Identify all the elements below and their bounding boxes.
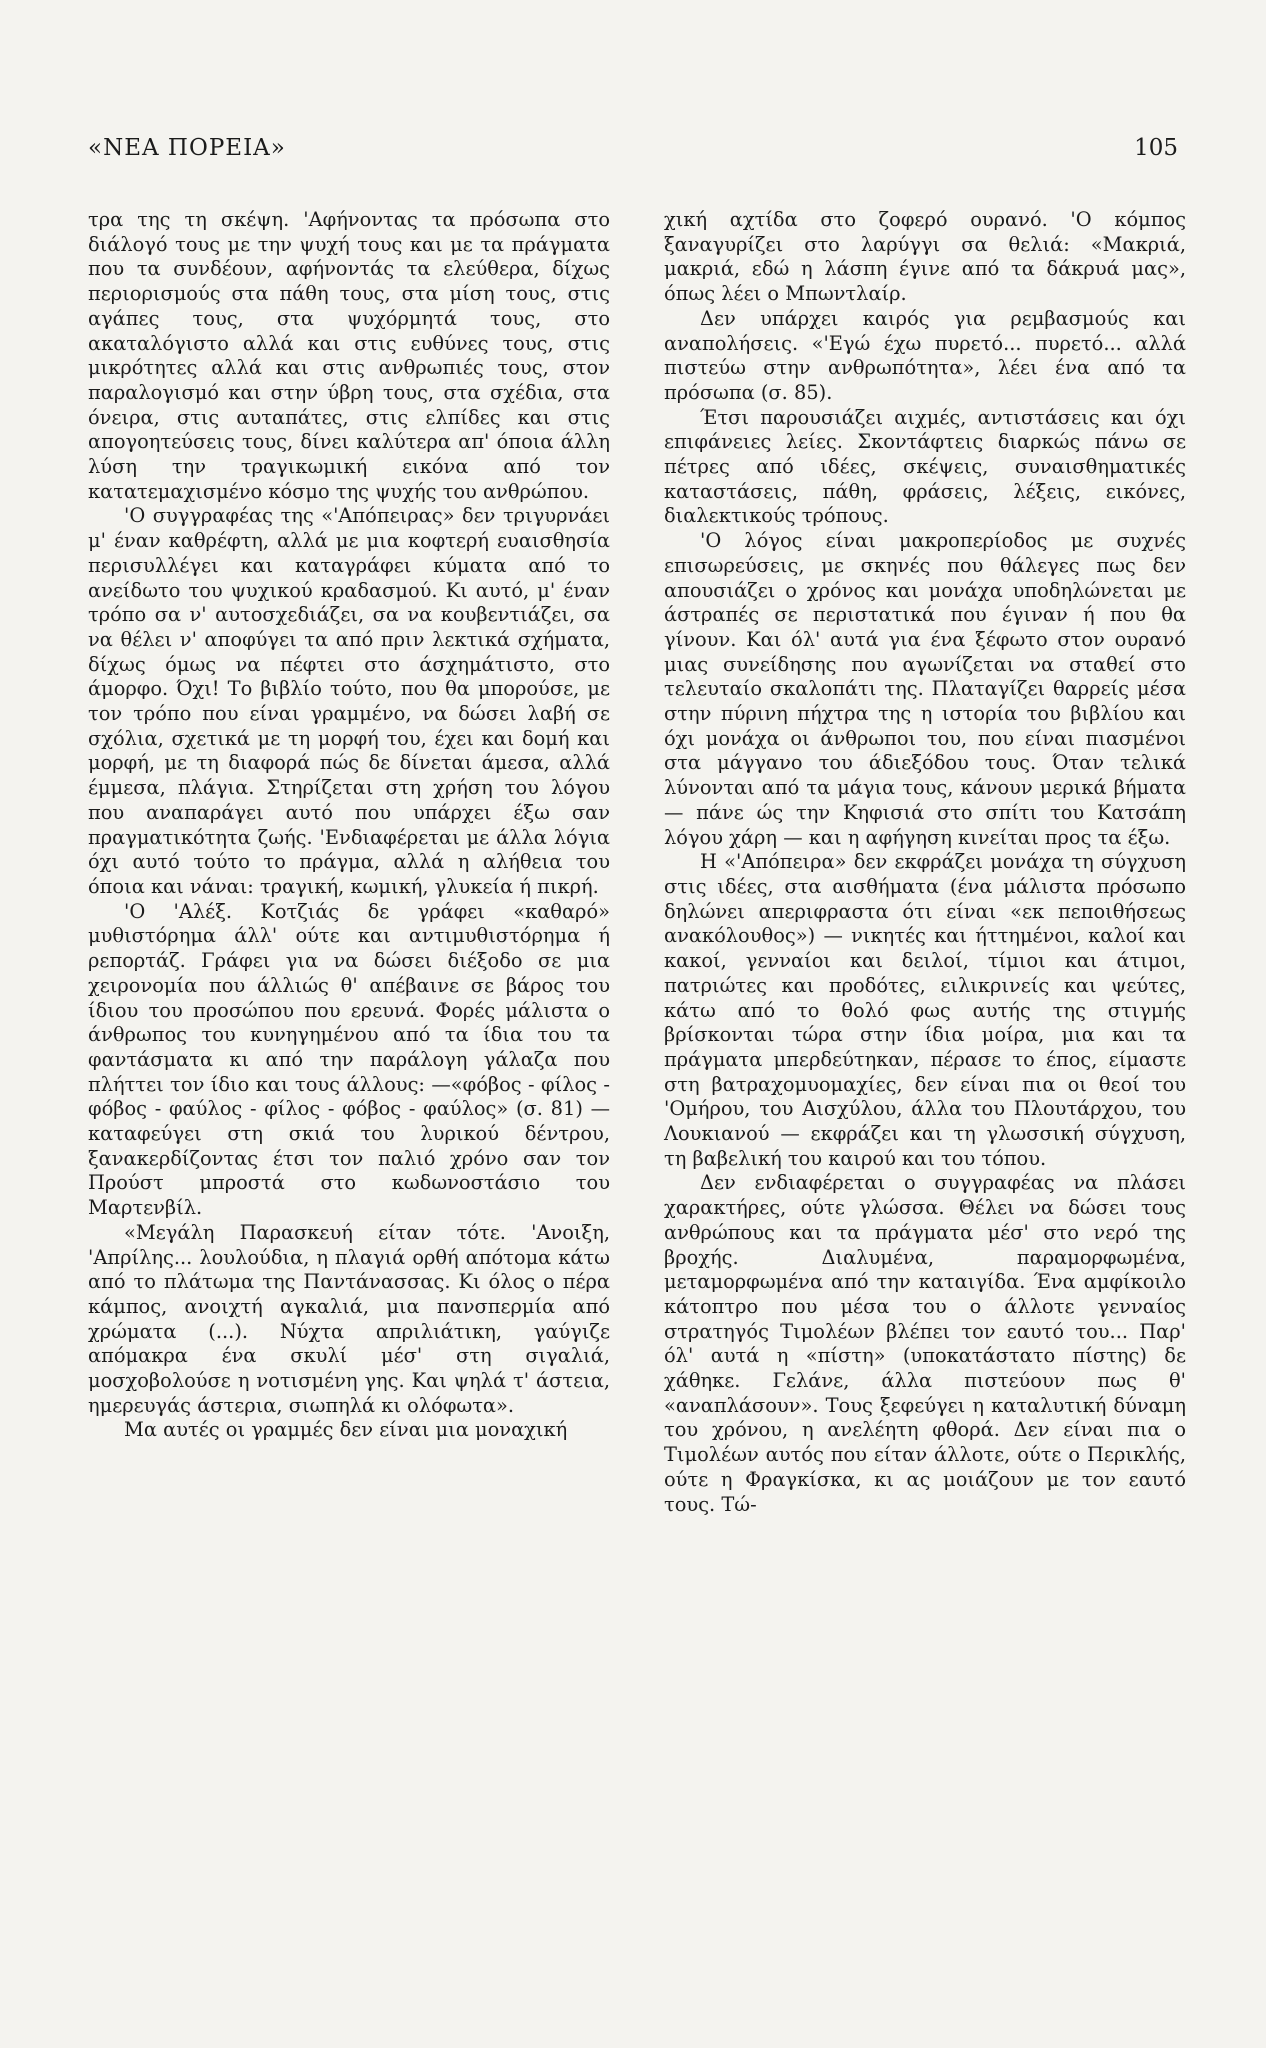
paragraph: Έτσι παρουσιάζει αιχμές, αντιστάσεις και όχι επιφάνειες λείες. Σκοντάφτεις διαρκώς πάνω σε πέτρες από ιδέες, σκέψεις, συναισθηματικές καταστάσεις, πάθη, φράσεις, λέξεις, εικόνες, διαλεκτικούς τρόπους. [664, 405, 1186, 528]
paragraph: Μα αυτές οι γραμμές δεν είναι μια μοναχική [124, 1418, 568, 1442]
paragraph: Δεν υπάρχει καιρός για ρεμβασμούς και αναπολήσεις. «'Εγώ έχω πυρετό... πυρετό... αλλά πιστεύω στην ανθρωπότητα», λέει ένα από τα πρόσωπα (σ. 85). [664, 306, 1186, 404]
page-header [88, 135, 1178, 175]
left-column [88, 208, 610, 1443]
paragraph: 'Ο λόγος είναι μακροπερίοδος με συχνές επισωρεύσεις, με σκηνές που θάλεγες πως δεν απουσιάζει ο χρόνος και μονάχα υποδηλώνεται με άστραπές σε περιστατικά που έγιναν ή που θα γίνουν. Και όλ' αυτά για ένα ξέφωτο στον ουρανό μιας συνείδησης που αγωνίζεται να σταθεί στο τελευταίο σκαλοπάτι της. Πλαταγίζει θαρρείς μέσα στην πύρινη πήχτρα της η ιστορία του βιβλίου και όχι μονάχα οι άνθρωποι του, που είναι πιασμένοι στα μάγγανο του άδιεξόδου τους. Όταν τελικά λύνονται από τα μάγια τους, κάνουν μερικά βήματα — πάνε ώς την Κηφισιά στο σπίτι του Κατσάπη λόγου χάρη — και η αφήγηση κινείται προς τα έξω. [664, 529, 1186, 849]
paragraph: Δεν ενδιαφέρεται ο συγγραφέας να πλάσει χαρακτήρες, ούτε γλώσσα. Θέλει να δώσει τους ανθρώπους και τα πράγματα μέσ' στο νερό της βροχής. Διαλυμένα, παραμορφωμένα, μεταμορφωμένα από την καταιγίδα. Ένα αμφίκοιλο κάτοπτρο που μέσα του ο άλλοτε γενναίος στρατηγός Τιμολέων βλέπει τον εαυτό του... Παρ' όλ' αυτά η «πίστη» (υποκατάστατο πίστης) δε χάθηκε. Γελάνε, άλλα πιστεύουν πως θ' «αναπλάσουν». Τους ξεφεύγει η καταλυτική δύναμη του χρόνου, η ανελέητη φθορά. Δεν είναι πια ο Τιμολέων αυτός που είταν άλλοτε, ούτε ο Περικλής, ούτε η Φραγκίσκα, κι ας μοιάζουν με τον εαυτό τους. Τώ- [664, 1171, 1186, 1516]
paragraph: 'Ο 'Αλέξ. Κοτζιάς δε γράφει «καθαρό» μυθιστόρημα άλλ' ούτε και αντιμυθιστόρημα ή ρεπορτάζ. Γράφει για να δώσει διέξοδο σε μια χειρονομία που άλλιώς θ' απέβαινε σε βάρος του ίδιου του προσώπου που ερευνά. Φορές μάλιστα ο άνθρωπος του κυνηγημένου από τα ίδια του τα φαντάσματα κι από την παράλογη γάλαζα που πλήττει τον ίδιο και τους άλλους: —«φόβος - φίλος - φόβος - φαύλος - φίλος - φόβος - φαύλος» (σ. 81) — καταφεύγει στη σκιά του λυρικού δέντρου, ξανακερδίζοντας έτσι τον παλιό χρόνο σαν τον Προύστ μπροστά στο κωδωνοστάσιο του Μαρτενβίλ. [88, 899, 610, 1220]
paragraph: τρα της τη σκέψη. 'Αφήνοντας τα πρόσωπα στο διάλογό τους με την ψυχή τους και με τα πράγματα που τα συνδέουν, αφήνοντάς τα ελεύθερα, δίχως περιορισμούς στα πάθη τους, στα μίση τους, στις αγάπες τους, στα ψυχόρμητά τους, στο ακαταλόγιστο αλλά και στις ευθύνες τους, στις μικρότητες αλλά και στις ανθρωπιές τους, στον παραλογισμό και στην ύβρη τους, στα σχέδια, στα όνειρα, στις αυταπάτες, στις ελπίδες και στις απογοητεύσεις τους, δίνει καλύτερα απ' όποια άλλη λύση την τραγικωμική εικόνα από τον κατατεμαχισμένο κόσμο της ψυχής του ανθρώπου. [88, 208, 610, 503]
paragraph: «Μεγάλη Παρασκευή είταν τότε. 'Ανοιξη, 'Απρίλης... λουλούδια, η πλαγιά ορθή απότομα κάτω από το πλάτωμα της Παντάνασσας. Κι όλος ο πέρα κάμπος, ανοιχτή αγκαλιά, μια πανσπερμία από χρώματα (...). Νύχτα απριλιάτικη, γαύγιζε απόμακρα ένα σκυλί μέσ' στη σιγαλιά, μοσχοβολούσε η νοτισμένη γης. Και ψηλά τ' άστεια, ημερευγάς άστερια, σιωπηλά κι ολόφωτα». [88, 1220, 610, 1417]
paragraph: χική αχτίδα στο ζοφερό ουρανό. 'Ο κόμπος ξαναγυρίζει στο λαρύγγι σα θελιά: «Μακριά, μακριά, εδώ η λάσπη έγινε από τα δάκρυά μας», όπως λέει ο Μπωντλαίρ. [664, 208, 1186, 306]
paragraph: 'Ο συγγραφέας της «'Απόπειρας» δεν τριγυρνάει μ' έναν καθρέφτη, αλλά με μια κοφτερή ευαισθησία περισυλλέγει και καταγράφει κύματα από το ανείδωτο του ψυχικού κραδασμού. Κι αυτό, μ' έναν τρόπο σα ν' αυτοσχεδιάζει, σα να κουβεντιάζει, σα να θέλει ν' αποφύγει τα από πριν λεκτικά σχήματα, δίχως όμως να πέφτει στο άσχημάτιστο, στο άμορφο. Όχι! Το βιβλίο τούτο, που θα μπορούσε, με τον τρόπο που είναι γραμμένο, να δώσει λαβή σε σχόλια, σχετικά με τη μορφή του, έχει και δομή και μορφή, με τη διαφορά πώς δε δίνεται άμεσα, αλλά έμμεσα, πλάγια. Στηρίζεται στη χρήση του λόγου που αναπαράγει αυτό που υπάρχει έξω σαν πραγματικότητα ζωής. 'Ενδιαφέρεται με άλλα λόγια όχι αυτό τούτο το πράγμα, αλλά η αλήθεια του όποια και νάναι: τραγική, κωμική, γλυκεία ή πικρή. [88, 504, 610, 898]
paragraph: Η «'Απόπειρα» δεν εκφράζει μονάχα τη σύγχυση στις ιδέες, στα αισθήματα (ένα μάλιστα πρόσωπο δηλώνει απεριφραστα ότι είναι «εκ πεποιθήσεως ανακόλουθος») — νικητές και ήττημένοι, καλοί και κακοί, γενναίοι και δειλοί, τίμιοι και άτιμοι, πατριώτες και προδότες, ειλικρινείς και ψεύτες, κάτω από το θολό φως αυτής της στιγμής βρίσκονται τώρα στην ίδια μοίρα, μια και τα πράγματα μπερδεύτηκαν, πέρασε το έπος, είμαστε στη βατραχομυομαχίες, δεν είναι πια οι θεοί του 'Ομήρου, του Αισχύλου, άλλα του Πλουτάρχου, του Λουκιανού — εκφράζει και τη γλωσσική σύγχυση, τη βαβελική του καιρού και του τόπου. [664, 850, 1186, 1170]
right-column [664, 208, 1186, 1517]
journal-title: «ΝΕΑ ΠΟΡΕΙΑ» [88, 135, 286, 161]
page-number: 105 [1134, 135, 1178, 161]
